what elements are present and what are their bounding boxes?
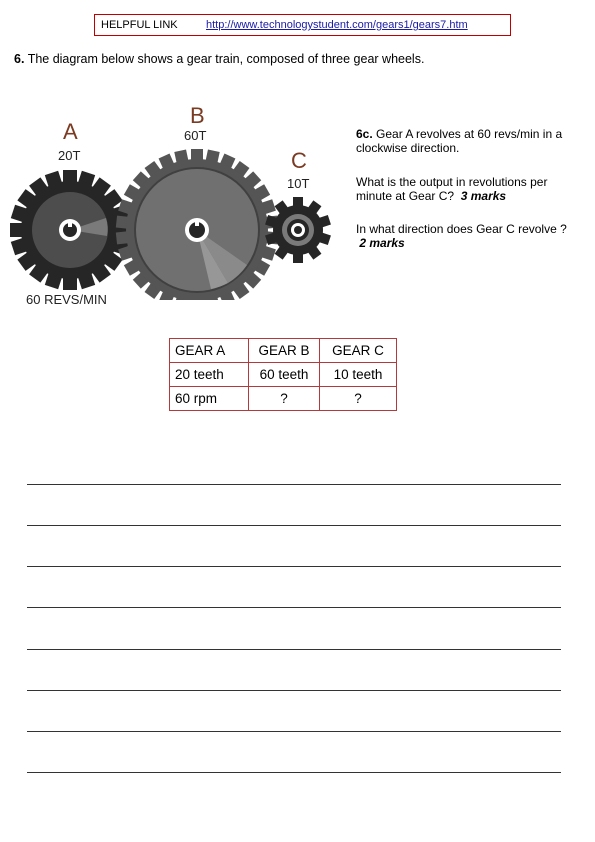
gear-a-icon: [10, 170, 130, 290]
q1-text: What is the output in revolutions per minute at Gear C?: [356, 175, 548, 203]
question-text: The diagram below shows a gear train, composed of three gear wheels.: [27, 52, 425, 66]
answer-line[interactable]: [27, 690, 561, 691]
part-c-question-1: [356, 175, 580, 203]
answer-line[interactable]: [27, 525, 561, 526]
gear-b-teeth: 60T: [184, 128, 207, 143]
table-cell: 20 teeth: [170, 363, 249, 387]
part-c-intro: [356, 127, 580, 155]
answer-line[interactable]: [27, 772, 561, 773]
helpful-link-box: [94, 14, 511, 36]
gear-c-letter: C: [291, 148, 307, 173]
table-header-cell: GEAR C: [320, 339, 397, 363]
table-cell: 10 teeth: [320, 363, 397, 387]
table-header-cell: GEAR A: [170, 339, 249, 363]
gear-a-letter: A: [63, 119, 78, 144]
gear-a-teeth: 20T: [58, 148, 81, 163]
table-row: [170, 339, 397, 363]
gear-b-letter: B: [190, 103, 205, 128]
answer-line[interactable]: [27, 566, 561, 567]
answer-line[interactable]: [27, 484, 561, 485]
question-6: [14, 52, 424, 66]
table-row: [170, 363, 397, 387]
question-number: 6.: [14, 52, 25, 66]
answer-line[interactable]: [27, 607, 561, 608]
input-speed-label: 60 REVS/MIN: [26, 292, 107, 307]
q2-marks: 2 marks: [359, 236, 405, 250]
gear-c-teeth: 10T: [287, 176, 310, 191]
part-c-number: 6c.: [356, 127, 373, 141]
gear-b-icon: [116, 149, 278, 300]
q1-marks: 3 marks: [460, 189, 507, 203]
table-row: [170, 387, 397, 411]
answer-line[interactable]: [27, 731, 561, 732]
q2-text: In what direction does Gear C revolve ?: [356, 222, 567, 236]
part-c-question-2: [356, 222, 580, 250]
answer-line[interactable]: [27, 649, 561, 650]
table-cell: 60 teeth: [249, 363, 320, 387]
helpful-link-url[interactable]: http://www.technologystudent.com/gears1/gears7.htm: [206, 19, 468, 31]
table-cell: 60 rpm: [170, 387, 249, 411]
gear-table: [169, 338, 397, 411]
gear-train-diagram: [0, 100, 345, 300]
table-header-cell: GEAR B: [249, 339, 320, 363]
table-cell: ?: [249, 387, 320, 411]
helpful-link-label: HELPFUL LINK: [101, 19, 178, 31]
part-c-intro-text: Gear A revolves at 60 revs/min in a clockwise direction.: [356, 127, 563, 155]
gear-c-icon: [265, 197, 331, 263]
table-cell: ?: [320, 387, 397, 411]
